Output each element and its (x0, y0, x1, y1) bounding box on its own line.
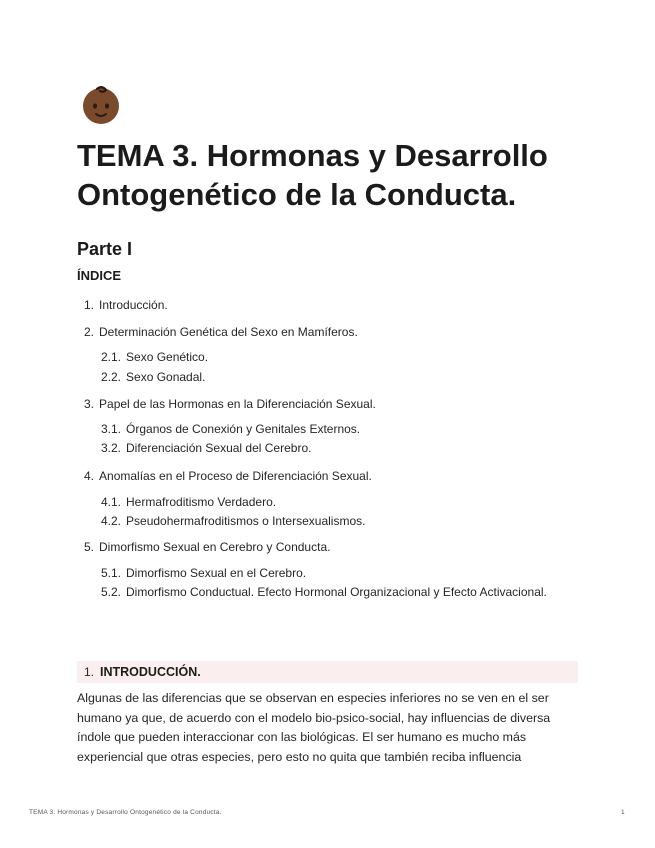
toc-item (84, 540, 330, 554)
toc-item-text: Órganos de Conexión y Genitales Externos. (126, 422, 361, 436)
toc-item-number: 4.2. (101, 514, 122, 528)
toc-item-text: Diferenciación Sexual del Cerebro. (126, 441, 312, 455)
toc-item-text: Determinación Genética del Sexo en Mamíferos. (99, 325, 358, 339)
toc-item-text: Papel de las Hormonas en la Diferenciación Sexual. (99, 397, 376, 411)
toc-subitem (101, 514, 365, 528)
toc-item-number: 5.1. (101, 566, 122, 580)
toc-item-text: Sexo Genético. (126, 350, 209, 364)
toc-item-number: 4.1. (101, 495, 122, 509)
section-number: 1. (84, 665, 95, 679)
toc-item-number: 3.2. (101, 441, 122, 455)
toc-item-number: 4. (84, 469, 95, 483)
toc-item (84, 397, 376, 411)
footer-page-number: 1 (621, 809, 625, 816)
toc-item-text: Dimorfismo Conductual. Efecto Hormonal Organizacional y Efecto Activacional. (126, 585, 547, 599)
toc-item-text: Anomalías en el Proceso de Diferenciación Sexual. (99, 469, 372, 483)
index-heading: ÍNDICE (77, 268, 122, 283)
toc-item (84, 325, 358, 339)
toc-item-number: 3. (84, 397, 95, 411)
toc-subitem (101, 422, 360, 436)
toc-item-text: Hermafroditismo Verdadero. (126, 495, 277, 509)
toc-item-number: 5.2. (101, 585, 122, 599)
toc-item (84, 298, 168, 312)
toc-item-text: Introducción. (99, 298, 168, 312)
section-title: INTRODUCCIÓN. (100, 665, 201, 679)
toc-item-text: Dimorfismo Sexual en el Cerebro. (126, 566, 307, 580)
part-heading: Parte I (77, 239, 133, 259)
toc-item-number: 1. (84, 298, 95, 312)
document-title: TEMA 3. Hormonas y Desarrollo Ontogenético de la Conducta. (77, 138, 548, 212)
section-heading (77, 661, 578, 683)
toc-subitem (101, 370, 205, 384)
toc-subitem (101, 441, 311, 455)
section-body-paragraph: Algunas de las diferencias que se observan en especies inferiores no se ven en el ser humano ya que, de acuerdo con el modelo bio-psico-social, hay influencias de diversa índole que pueden interaccionar con las biológicas. El ser humano es mucho más experiencial que otras especies, pero esto no quita que también reciba influencia (77, 691, 551, 764)
toc-item-number: 2. (84, 325, 95, 339)
toc-item-number: 2.2. (101, 370, 122, 384)
toc-subitem (101, 585, 547, 599)
toc-item (84, 469, 372, 483)
toc-item-number: 5. (84, 540, 95, 554)
toc-item-text: Pseudohermafroditismos o Intersexualismos. (126, 514, 366, 528)
toc-subitem (101, 495, 276, 509)
toc-item-text: Dimorfismo Sexual en Cerebro y Conducta. (99, 540, 331, 554)
toc-subitem (101, 350, 208, 364)
toc-item-text: Sexo Gonadal. (126, 370, 206, 384)
toc-subitem (101, 566, 306, 580)
toc-item-number: 3.1. (101, 422, 122, 436)
footer-document-title: TEMA 3. Hormonas y Desarrollo Ontogenético de la Conducta. (29, 809, 222, 816)
toc-item-number: 2.1. (101, 350, 122, 364)
